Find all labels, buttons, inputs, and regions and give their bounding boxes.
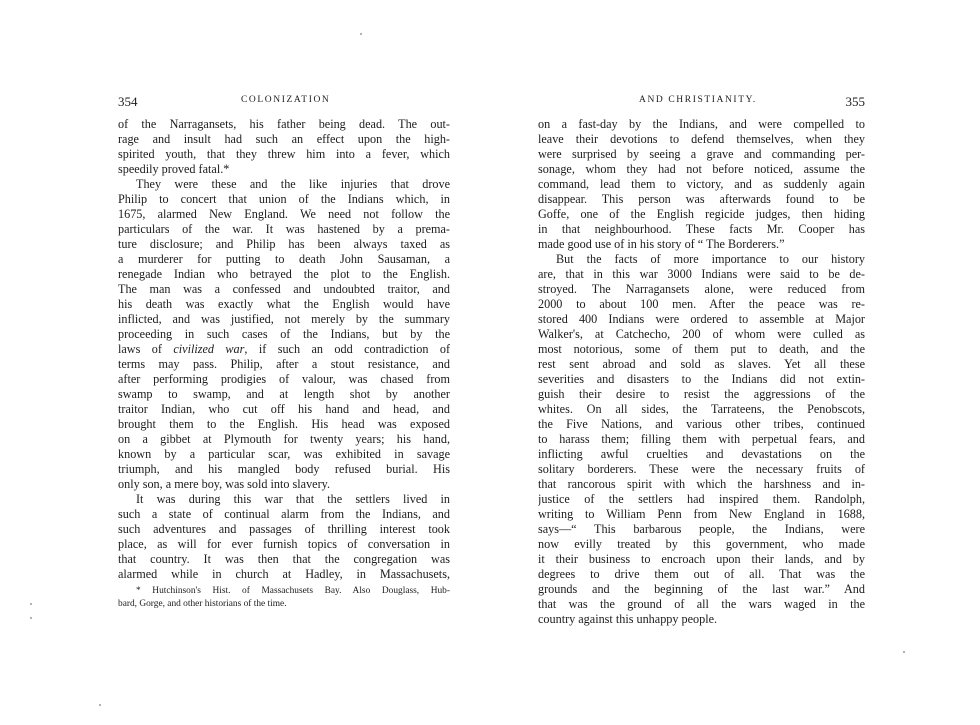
text-line: says—“ This barbarous people, the Indians, were (538, 522, 865, 536)
footnote-line: bard, Gorge, and other historians of the time. (118, 599, 287, 609)
text-line: But the facts of more importance to our history (556, 252, 865, 266)
text-line: on a fast-day by the Indians, and were compelled to (538, 117, 865, 131)
text-line: disappear. This person was afterwards found to be (538, 192, 865, 206)
text-line: swamp to swamp, and at length shot by another (118, 387, 450, 401)
right-page-text (538, 117, 865, 627)
text-line: Walker's, at Catchecho, 200 of whom were culled as (538, 327, 865, 341)
text-line: laws of civilized war, if such an odd contradiction of (118, 342, 450, 356)
text-line: Philip to concert that union of the Indians which, in (118, 192, 450, 206)
left-page-header (118, 94, 450, 110)
footnote (118, 585, 450, 611)
text-line: degrees to drive them out of all. That was the (538, 567, 865, 581)
text-line: a murderer for putting to death John Sausaman, a (118, 252, 450, 266)
text-line: to harass them; filling them with perpetual fears, and (538, 432, 865, 446)
text-line: rage and insult had such an effect upon the high- (118, 132, 450, 146)
text-line: made good use of in his story of “ The Borderers.” (538, 237, 785, 251)
text-line: it their business to encroach upon their lands, and by (538, 552, 865, 566)
text-line: now evilly treated by this government, who made (538, 537, 865, 551)
text-line: sonage, whom they had not before noticed, assume the (538, 162, 865, 176)
footnote-line: * Hutchinson's Hist. of Massachusets Bay. Also Douglass, Hub- (136, 586, 450, 596)
right-page-number: 355 (845, 94, 865, 109)
text-line: It was during this war that the settlers lived in (136, 492, 450, 506)
text-line: alarmed while in church at Hadley, in Massachusets, (118, 567, 450, 581)
text-line: stored 400 Indians were ordered to assemble at Major (538, 312, 865, 326)
text-line: that country. It was then that the congregation was (118, 552, 450, 566)
emphasis: civilized war (173, 342, 245, 356)
text-line: justice of the settlers had inspired them. Randolph, (538, 492, 865, 506)
text-line: country against this unhappy people. (538, 612, 718, 626)
right-running-head: AND CHRISTIANITY. (639, 95, 757, 105)
scan-speck (30, 617, 32, 619)
text-line: severities and disasters to the Indians did not extin- (538, 372, 865, 386)
text-line: in that neighbourhood. These facts Mr. Cooper has (538, 222, 865, 236)
text-line: speedily proved fatal.* (118, 162, 230, 176)
text-line: such a state of continual alarm from the Indians, and (118, 507, 450, 521)
text-line: on a gibbet at Plymouth for twenty years; his hand, (118, 432, 450, 446)
scan-speck (903, 651, 905, 653)
text-line: terms may pass. Philip, after a stout resistance, and (118, 357, 450, 371)
text-line: proceeding in such cases of the Indians, but by the (118, 327, 450, 341)
text-line: of the Narragansets, his father being dead. The out- (118, 117, 450, 131)
text-line: the Five Nations, and various other tribes, continued (538, 417, 865, 431)
text-line: solitary borderers. These were the necessary fruits of (538, 462, 865, 476)
left-running-head: COLONIZATION (241, 95, 331, 105)
text-line: ture disclosure; and Philip has been always taxed as (118, 237, 450, 251)
text-line: that was the ground of all the wars waged in the (538, 597, 865, 611)
text-line: particulars of the war. It was hastened by a prema- (118, 222, 450, 236)
right-page-header (538, 94, 865, 110)
text-line: guish their desire to resist the aggressions of the (538, 387, 865, 401)
text-line: They were these and the like injuries that drove (136, 177, 450, 191)
left-page-number: 354 (118, 94, 138, 109)
text-line: inflicting awful cruelties and devastations on the (538, 447, 865, 461)
left-page-text (118, 117, 450, 582)
text-line: that rancorous spirit with which the harshness and in- (538, 477, 865, 491)
scan-speck (30, 603, 32, 605)
text-line: stroyed. The Narragansets alone, were reduced from (538, 282, 865, 296)
text-line: 2000 to about 100 men. After the peace was re- (538, 297, 865, 311)
text-line: only son, a mere boy, was sold into slavery. (118, 477, 331, 491)
scan-speck (99, 704, 101, 706)
text-line: brought them to the English. His head was exposed (118, 417, 450, 431)
text-line: The man was a confessed and undoubted traitor, and (118, 282, 450, 296)
text-line: inflicted, and was justified, not merely by the summary (118, 312, 450, 326)
text-line: his death was exactly what the English would have (118, 297, 450, 311)
text-line: traitor Indian, who cut off his hand and head, and (118, 402, 450, 416)
text-line: were surprised by seeing a grave and commanding per- (538, 147, 865, 161)
text-line: rest sent abroad and sold as slaves. Yet all these (538, 357, 865, 371)
text-line: renegade Indian who betrayed the plot to the English. (118, 267, 450, 281)
text-line: 1675, alarmed New England. We need not follow the (118, 207, 450, 221)
text-line: are, that in this war 3000 Indians were said to be de- (538, 267, 865, 281)
text-line: writing to William Penn from New England in 1688, (538, 507, 865, 521)
text-line: spirited youth, that they threw him into a fever, which (118, 147, 450, 161)
text-line: leave their devotions to defend themselves, when they (538, 132, 865, 146)
text-line: Goffe, one of the English regicide judges, then hiding (538, 207, 865, 221)
text-line: triumph, and his mangled body refused burial. His (118, 462, 450, 476)
text-line: grounds and the beginning of the last war.” And (538, 582, 865, 596)
text-line: command, lead them to victory, and as suddenly again (538, 177, 865, 191)
text-line: such adventures and passages of thrilling interest took (118, 522, 450, 536)
text-line: known by a particular scar, was exhibited in savage (118, 447, 450, 461)
scan-speck (360, 33, 362, 35)
text-line: most notorious, some of them put to death, and the (538, 342, 865, 356)
text-line: whites. On all sides, the Tarrateens, the Penobscots, (538, 402, 865, 416)
text-line: place, as will for ever furnish topics of conversation in (118, 537, 450, 551)
text-line: after performing prodigies of valour, was chased from (118, 372, 450, 386)
